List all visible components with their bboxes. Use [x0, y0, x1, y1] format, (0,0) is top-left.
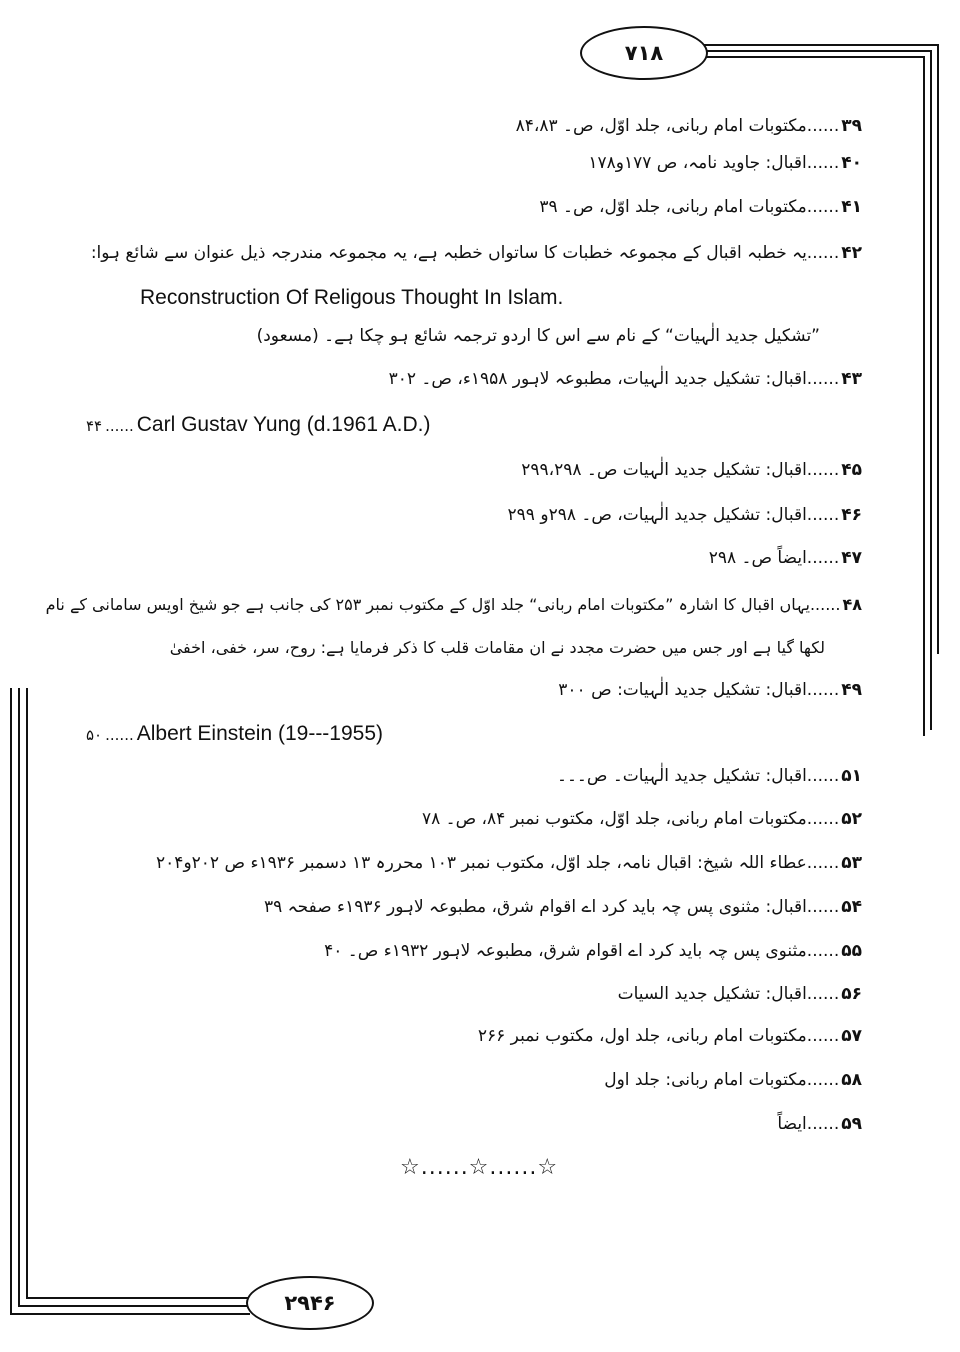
bottom-page-number: ۲۹۴۶: [246, 1276, 374, 1330]
note-45: ۴۵......اقبال: تشکیل جدید الٰہیات ص۔ ۲۹۹،۲۹۸: [521, 460, 862, 480]
footer-star-ornament: ☆......☆......☆: [400, 1155, 559, 1180]
note-55: ۵۵......مثنوی پس چہ باید کرد اے اقوام شرق، مطبوعہ لاہور ۱۹۳۲ء ص۔ ۴۰: [324, 941, 862, 961]
frame-left-line: [10, 688, 12, 1314]
note-41: ۴۱......مکتوبات امام ربانی، جلد اوّل، ص۔ ۳۹: [539, 197, 862, 217]
frame-top-line-3: [706, 56, 924, 58]
note-48: ۴۸......یہاں اقبال کا اشارہ ”مکتوبات امام ربانی“ جلد اوّل کے مکتوب نمبر ۲۵۳ کی جانب ہے جو شیخ اویس سامانی کے نام: [45, 595, 862, 614]
note-57: ۵۷......مکتوبات امام ربانی، جلد اول، مکتوب نمبر ۲۶۶: [477, 1026, 862, 1046]
frame-right-line: [937, 44, 939, 654]
note-51: ۵۱......اقبال: تشکیل جدید الٰہیات۔ ص۔۔۔: [556, 766, 862, 786]
frame-right-line-3: [923, 56, 925, 736]
note-53: ۵۳......عطاء اللہ شیخ: اقبال نامہ، جلد اوّل، مکتوب نمبر ۱۰۳ محررہ ۱۳ دسمبر ۱۹۳۶ء ص ۲۰۲و۲۰۴: [156, 853, 862, 873]
note-43: ۴۳......اقبال: تشکیل جدید الٰہیات، مطبوعہ لاہور ۱۹۵۸ء، ص۔ ۳۰۲: [388, 369, 862, 389]
note-50: ۵۰ ...... Albert Einstein (19---1955): [86, 722, 384, 745]
note-58: ۵۸......مکتوبات امام ربانی: جلد اول: [604, 1070, 862, 1090]
frame-right-line-2: [930, 50, 932, 730]
note-54: ۵۴......اقبال: مثنوی پس چہ باید کرد اے اقوام شرق، مطبوعہ لاہور ۱۹۳۶ء صفحہ ۳۹: [264, 897, 862, 917]
frame-top-line: [704, 44, 938, 46]
note-44: ۴۴ ...... Carl Gustav Yung (d.1961 A.D.): [86, 413, 431, 436]
frame-bottom-line-3: [26, 1297, 250, 1299]
note-39: ۳۹......مکتوبات امام ربانی، جلد اوّل، ص۔ ۸۴،۸۳: [515, 116, 862, 136]
note-46: ۴۶......اقبال: تشکیل جدید الٰہیات، ص۔ ۲۹۸و ۲۹۹: [507, 505, 862, 525]
note-49: ۴۹......اقبال: تشکیل جدید الٰہیات: ص ۳۰۰: [558, 680, 862, 700]
top-page-number: ۷۱۸: [580, 26, 708, 80]
note-59: ۵۹......ایضاً: [777, 1114, 862, 1134]
note-42: ۴۲......یہ خطبہ اقبال کے مجموعہ خطبات کا ساتواں خطبہ ہے، یہ مجموعہ مندرجہ ذیل عنوان سے شائع ہوا:: [90, 243, 862, 263]
frame-bottom-line: [10, 1313, 250, 1315]
note-42-continuation: ”تشکیل جدید الٰہیات“ کے نام سے اس کا اردو ترجمہ شائع ہو چکا ہے۔ (مسعود): [256, 326, 820, 346]
frame-left-line-2: [18, 688, 20, 1306]
note-56: ۵۶......اقبال: تشکیل جدید السیات: [617, 984, 862, 1004]
note-42-english-title: Reconstruction Of Religous Thought In Islam.: [140, 286, 564, 309]
frame-top-line-2: [706, 50, 931, 52]
note-40: ۴۰......اقبال: جاوید نامہ، ص ۱۷۷و۱۷۸: [588, 153, 862, 173]
note-48-continuation: لکھا گیا ہے اور جس میں حضرت مجدد نے ان مقامات قلب کا ذکر فرمایا ہے: روح، سر، خفی، اخفیٰ: [169, 638, 825, 657]
note-52: ۵۲......مکتوبات امام ربانی، جلد اوّل، مکتوب نمبر ۸۴، ص۔ ۷۸: [421, 809, 862, 829]
frame-bottom-line-2: [18, 1305, 250, 1307]
frame-left-line-3: [26, 688, 28, 1298]
note-47: ۴۷......ایضاً ص۔ ۲۹۸: [708, 548, 862, 568]
